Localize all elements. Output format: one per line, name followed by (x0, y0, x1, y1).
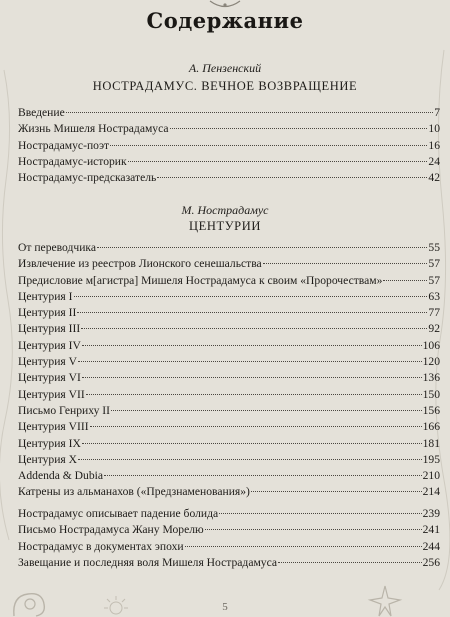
toc-entry (18, 354, 440, 370)
toc-entry-page-number: 120 (422, 355, 440, 369)
toc-entry (18, 154, 440, 170)
toc-entry-page-number: 7 (434, 106, 440, 119)
toc-entry-title: Жизнь Мишеля Нострадамуса (18, 122, 169, 136)
toc-entry (18, 522, 440, 538)
toc-dot-leader (74, 296, 428, 297)
toc-entry (18, 121, 440, 137)
toc-entry-title: Извлечение из реестров Лионского сенешальства (18, 257, 262, 271)
toc-entry-page-number: 244 (422, 539, 440, 553)
toc-entry-title: Нострадамус в документах эпохи (18, 539, 184, 553)
section-title-eternal-return: НОСТРАДАМУС. ВЕЧНОЕ ВОЗВРАЩЕНИЕ (92, 79, 358, 93)
toc-dot-leader (219, 513, 421, 514)
toc-entry (18, 403, 440, 419)
toc-dot-leader (278, 562, 422, 563)
toc-entry-title: Катрены из альманахов («Предзнаменования») (18, 485, 250, 499)
toc-entry (18, 555, 440, 571)
toc-entry-title: От переводчика (18, 241, 97, 254)
toc-entry-title: Центурия II (18, 306, 77, 320)
toc-dot-leader (157, 177, 427, 178)
toc-entry-page-number: 42 (428, 171, 440, 185)
toc-entry-page-number: 106 (422, 338, 440, 352)
toc-dot-leader (110, 145, 427, 146)
toc-entry-title: Письмо Нострадамуса Жану Морелю (18, 523, 204, 537)
toc-dot-leader (82, 377, 422, 378)
toc-entry-page-number: 63 (428, 289, 440, 303)
toc-entry-page-number: 181 (422, 436, 440, 450)
toc-entry-page-number: 256 (422, 555, 440, 569)
toc-entry-page-number: 214 (422, 485, 440, 499)
toc-dot-leader (251, 491, 422, 492)
toc-entry-page-number: 241 (422, 523, 440, 537)
toc-entry-page-number: 195 (422, 452, 440, 466)
toc-entry-page-number: 10 (428, 122, 440, 136)
toc-entry-title: Центурия VII (18, 387, 85, 401)
toc-dot-leader (81, 328, 427, 329)
toc-entry-page-number: 210 (422, 469, 440, 483)
toc-entry (18, 240, 440, 256)
toc-dot-leader (383, 280, 427, 281)
toc-dot-leader (82, 443, 422, 444)
toc-dot-leader (170, 128, 428, 129)
toc-entry-title: Центурия VIII (18, 420, 89, 434)
toc-entry-page-number: 92 (428, 322, 440, 336)
toc-dot-leader (82, 345, 422, 346)
toc-entry-title: Нострадамус описывает падение болида (18, 507, 219, 520)
toc-dot-leader (185, 546, 422, 547)
toc-part1 (18, 105, 440, 186)
toc-dot-leader (104, 475, 422, 476)
toc-part3 (18, 506, 440, 571)
toc-entry-page-number: 24 (428, 154, 440, 168)
toc-entry (18, 484, 440, 500)
toc-entry-page-number: 55 (428, 241, 440, 254)
toc-dot-leader (111, 410, 422, 411)
toc-entry-page-number: 156 (422, 403, 440, 417)
toc-entry-title: Нострадамус-поэт (18, 138, 110, 152)
toc-entry-title: Центурия IV (18, 338, 81, 352)
toc-dot-leader (78, 459, 422, 460)
toc-entry-title: Введение (18, 106, 65, 119)
toc-part2 (18, 240, 440, 501)
toc-entry-title: Письмо Генриху II (18, 403, 110, 417)
toc-entry-title: Центурия IX (18, 436, 81, 450)
toc-entry (18, 305, 440, 321)
toc-entry-page-number: 150 (422, 387, 440, 401)
toc-entry-page-number: 77 (428, 306, 440, 320)
toc-entry-title: Центурия I (18, 289, 73, 303)
toc-entry-page-number: 239 (422, 507, 440, 520)
toc-dot-leader (263, 263, 428, 264)
toc-dot-leader (90, 426, 422, 427)
toc-entry (18, 338, 440, 354)
toc-dot-leader (97, 247, 427, 248)
toc-entry (18, 452, 440, 468)
toc-entry (18, 105, 440, 121)
toc-entry (18, 289, 440, 305)
toc-entry-title: Предисловие м[агистра] Мишеля Нострадамуса к своим «Пророчествам» (18, 273, 383, 287)
toc-entry (18, 506, 440, 522)
toc-entry-title: Завещание и последняя воля Мишеля Нострадамуса (18, 555, 278, 569)
toc-entry (18, 170, 440, 186)
toc-entry-page-number: 136 (422, 371, 440, 385)
toc-entry-title: Нострадамус-историк (18, 154, 127, 168)
decorative-engraving-left-icon (0, 60, 20, 600)
page-number: 5 (222, 601, 228, 613)
toc-entry (18, 273, 440, 289)
toc-entry (18, 321, 440, 337)
toc-entry (18, 387, 440, 403)
toc-entry-title: Центурия V (18, 355, 78, 369)
toc-entry-page-number: 57 (428, 257, 440, 271)
section-title-centuries: ЦЕНТУРИИ (189, 219, 261, 233)
toc-entry-title: Центурия VI (18, 371, 81, 385)
toc-entry (18, 468, 440, 484)
toc-entry (18, 419, 440, 435)
toc-entry (18, 436, 440, 452)
toc-entry-title: Addenda & Dubia (18, 469, 104, 483)
toc-entry (18, 370, 440, 386)
toc-dot-leader (77, 312, 427, 313)
author-penzensky: А. Пензенский (188, 61, 262, 75)
toc-entry (18, 539, 440, 555)
toc-dot-leader (86, 394, 422, 395)
toc-dot-leader (78, 361, 422, 362)
toc-entry-title: Центурия X (18, 452, 78, 466)
toc-dot-leader (66, 112, 433, 113)
toc-entry (18, 256, 440, 272)
toc-entry (18, 138, 440, 154)
toc-entry-page-number: 166 (422, 420, 440, 434)
page-title: Содержание (146, 8, 304, 33)
toc-entry-title: Нострадамус-предсказатель (18, 171, 157, 185)
toc-entry-page-number: 57 (428, 273, 440, 287)
author-nostradamus: М. Нострадамус (181, 203, 269, 217)
toc-entry-page-number: 16 (428, 138, 440, 152)
toc-entry-title: Центурия III (18, 322, 81, 336)
toc-dot-leader (205, 529, 422, 530)
toc-dot-leader (128, 161, 428, 162)
